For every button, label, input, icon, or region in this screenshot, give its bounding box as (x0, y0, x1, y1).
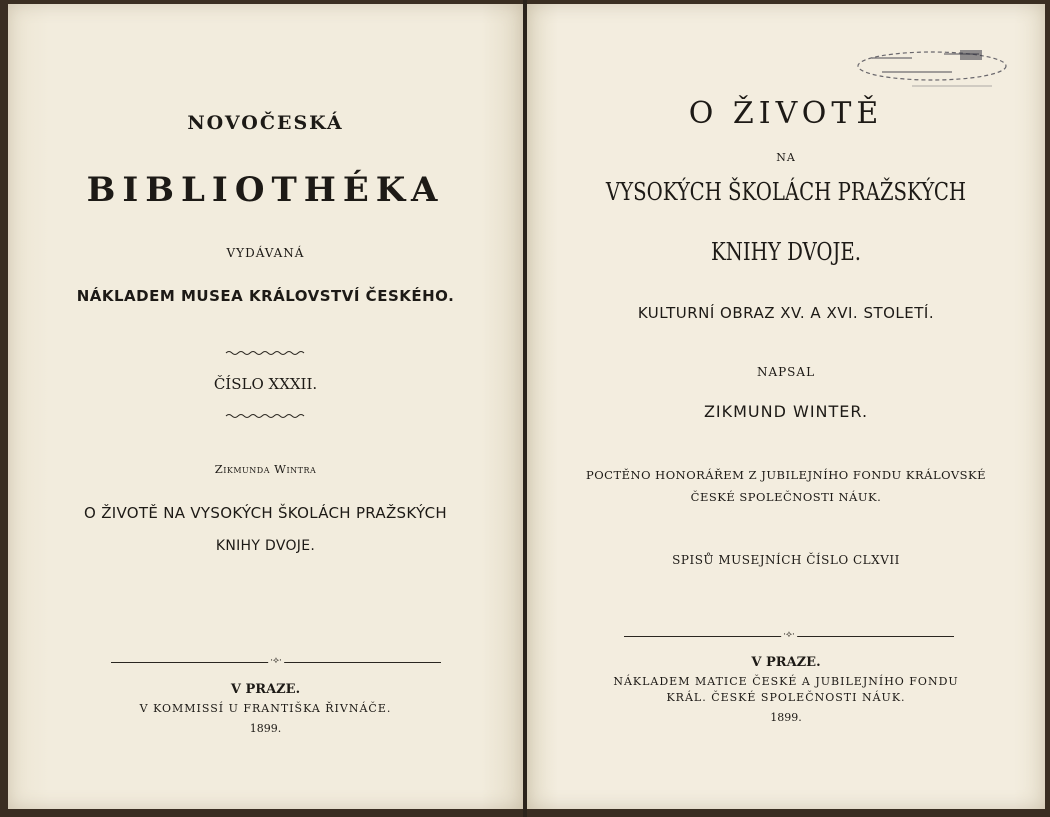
wrote-label: NAPSAL (756, 365, 816, 379)
title-line-1: O ŽIVOTĚ (688, 96, 884, 131)
publisher-line-2: KRÁL. ČESKÉ SPOLEČNOSTI NÁUK. (666, 691, 906, 704)
library-stamp-icon (852, 42, 1012, 92)
published-label: VYDÁVANÁ (226, 246, 305, 260)
series-line-1: NOVOČESKÁ (187, 112, 344, 134)
series-number-line: SPISŮ MUSEJNÍCH ČÍSLO CLXVII (672, 553, 900, 567)
work-title-line-2: KNIHY DVOJE. (215, 538, 316, 554)
author-name: ZIKMUND WINTER. (703, 402, 869, 421)
honor-line-1: POCTĚNO HONORÁŘEM Z JUBILEJNÍHO FONDU KRÁLOVSKÉ (586, 468, 986, 482)
series-line-2: BIBLIOTHÉKA (86, 170, 445, 210)
title-line-2: NA (776, 151, 796, 164)
author-genitive: Zikmunda Wintra (214, 462, 317, 476)
title-line-4: KNIHY DVOJE. (710, 238, 862, 266)
rule-ornament-icon: ·⟡· (270, 656, 282, 666)
rule-ornament-icon-right: ·⟡· (783, 630, 795, 640)
wavy-divider-bottom (224, 412, 308, 420)
year-line-right: 1899. (770, 711, 802, 724)
publisher-line: NÁKLADEM MUSEA KRÁLOVSTVÍ ČESKÉHO. (76, 287, 455, 305)
number-line: ČÍSLO XXXII. (213, 375, 318, 393)
work-title-line-1: O ŽIVOTĚ NA VYSOKÝCH ŠKOLÁCH PRAŽSKÝCH (84, 504, 447, 522)
title-line-3: VYSOKÝCH ŠKOLÁCH PRAŽSKÝCH (605, 178, 967, 206)
wavy-divider-top (224, 349, 308, 357)
left-page (8, 4, 523, 809)
publisher-line-1: NÁKLADEM MATICE ČESKÉ A JUBILEJNÍHO FONDU (613, 675, 959, 688)
place-line: V PRAZE. (230, 682, 301, 697)
commission-line: V KOMMISSÍ U FRANTIŠKA ŘIVNÁČE. (139, 702, 392, 715)
place-line-right: V PRAZE. (751, 655, 821, 670)
honor-line-2: ČESKÉ SPOLEČNOSTI NÁUK. (690, 490, 882, 504)
year-line: 1899. (249, 722, 282, 735)
subtitle-line: KULTURNÍ OBRAZ XV. A XVI. STOLETÍ. (637, 304, 935, 322)
right-page (527, 4, 1045, 809)
